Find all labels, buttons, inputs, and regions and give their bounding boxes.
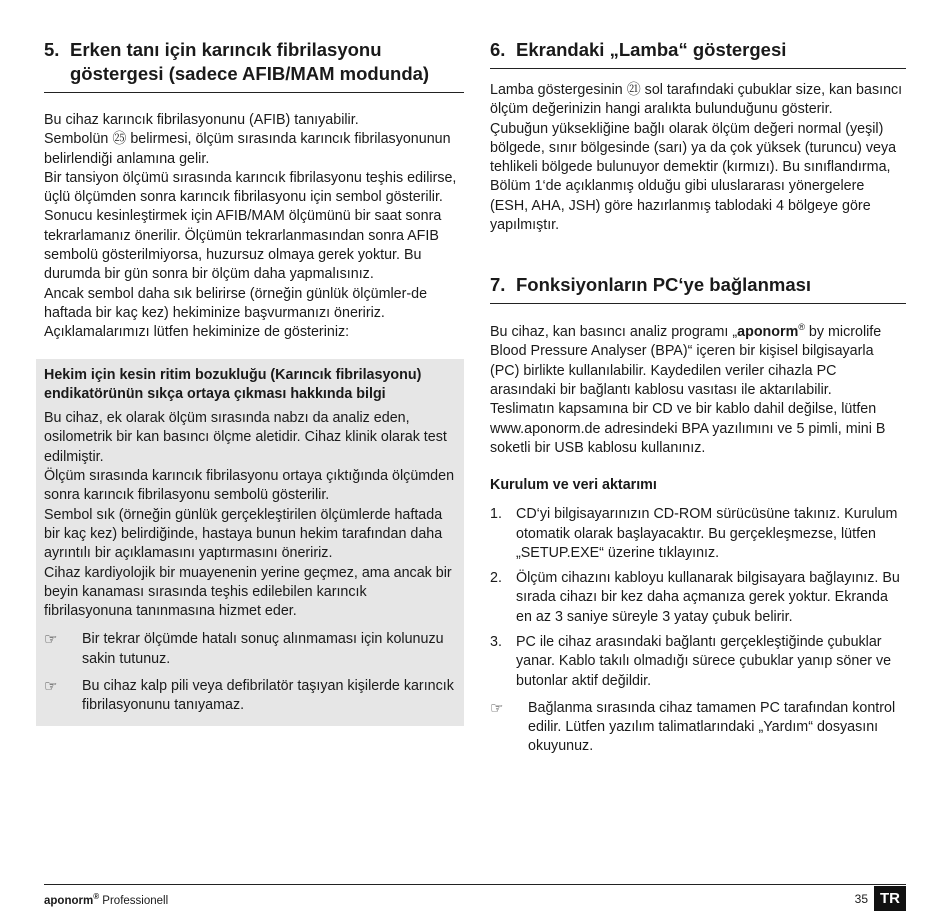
box-paragraph: Ölçüm sırasında karıncık fibrilasyonu ortaya çıktığında ölçümden sonra karıncık fibrilasyonu sembolü gösterilir. xyxy=(44,468,455,504)
paragraph: Bu cihaz karıncık fibrilasyonunu (AFIB) tanıyabilir. xyxy=(44,112,359,128)
box-paragraph: Bu cihaz, ek olarak ölçüm sırasında nabzı da analiz eden, osilometrik bir kan basıncı ölçme aletidir. Cihaz klinik olarak test edilmiştir. xyxy=(44,410,447,465)
language-badge: TR xyxy=(874,886,906,911)
box-paragraph: Cihaz kardiyolojik bir muayenenin yerine geçmez, ama ancak bir beyin kanaması sırasında teşhis edilebilen karıncık fibrilasyonuna tanınmasına hizmet eder. xyxy=(44,564,452,620)
page-footer xyxy=(44,884,906,913)
box-paragraph: Sembol sık (örneğin günlük gerçekleştirilen ölçümlerde haftada bir kaç kez) belirdiğinde, hastaya bunun hekim tarafından daha ayrıntılı bir açıklamasını yaptırmasını öneririz. xyxy=(44,506,443,562)
symbol-ref-21: ㉑ xyxy=(626,81,641,97)
subheading: Kurulum ve veri aktarımı xyxy=(490,477,657,494)
left-column xyxy=(44,38,464,726)
footer-brand: aponorm® Professionell xyxy=(44,892,169,907)
list-item: 3. PC ile cihaz arasındaki bağlantı gerçekleştiğinde çubuklar yanar. Kablo takılı olmadığı sürece çubuklar yanıp söner ve butonlar aktif değildir. xyxy=(490,634,892,689)
section-7-heading xyxy=(490,273,906,304)
paragraph: Lamba göstergesinin ㉑ sol tarafındaki çubuklar size, kan basıncı ölçüm değerinizin hangi aralıkta bulunduğunu gösterir. xyxy=(490,81,903,118)
brand-name: aponorm xyxy=(737,324,799,341)
section-number: 7. xyxy=(490,274,506,296)
steps-list xyxy=(490,505,906,691)
right-column xyxy=(490,38,906,757)
note-text: Bu cihaz kalp pili veya defibrilatör taşıyan kişilerde karıncık fibrilasyonunu tanıyamaz. xyxy=(82,678,454,714)
doctor-info-box xyxy=(36,359,464,726)
box-title: Hekim için kesin ritim bozukluğu (Karıncık fibrilasyonu) endikatörünün sıkça ortaya çıkması hakkında bilgi xyxy=(44,366,422,402)
page-number: 35 xyxy=(854,892,868,906)
pointing-hand-icon: ☞ xyxy=(490,699,504,717)
section-6-heading xyxy=(490,38,906,69)
section-5-heading xyxy=(44,38,464,93)
note-item xyxy=(44,677,456,716)
paragraph: Bir tansiyon ölçümü sırasında karıncık fibrilasyonu teşhis edilirse, üçlü ölçümden sonra karıncık fibrilasyonu için sembol gösterilir. xyxy=(44,169,457,206)
section-number: 6. xyxy=(490,39,506,60)
note-text: Bağlanma sırasında cihaz tamamen PC tarafından kontrol edilir. Lütfen yazılım talimatlarındaki „Yardım“ dosyasını okuyunuz. xyxy=(528,699,896,755)
paragraph: Sembolün ㉕ belirmesi, ölçüm sırasında karıncık fibrilasyonunun belirlendiği anlamına gelir. xyxy=(44,130,451,167)
note-item xyxy=(44,630,456,669)
paragraph: Teslimatın kapsamına bir CD ve bir kablo dahil değilse, lütfen www.aponorm.de adresindeki BPA yazılımını ve 5 pimli, mini B soketli bir USB kablosu kullanınız. xyxy=(490,401,886,456)
paragraph: Bu cihaz, kan basıncı analiz programı „aponorm® by microlife Blood Pressure Analyser (BPA)“ içeren bir kişisel bilgisayarla (PC) birlikte kullanılabilir. Kaydedilen veriler cihazla PC arasındaki bir bağlantı kablosu vasıtası ile aktarılabilir. xyxy=(490,322,882,399)
section-title: Erken tanı için karıncık fibrilasyonu göstergesi (sadece AFIB/MAM modunda) xyxy=(70,39,430,84)
list-item: 1. CD‘yi bilgisayarınızın CD-ROM sürücüsüne takınız. Kurulum otomatik olarak başlayacaktır. Bu gerçekleşmezse, lütfen „SETUP.EXE“ üzerine tıklayınız. xyxy=(490,506,898,561)
list-item: 2. Ölçüm cihazını kabloyu kullanarak bilgisayara bağlayınız. Bu sırada cihazı bir kez daha açmanıza gerek yoktur. Ekranda en az 3 saniye süreyle 3 yatay çubuk belirir. xyxy=(490,570,900,625)
section-number: 5. xyxy=(44,39,60,60)
section-title: Fonksiyonların PC‘ye bağlanması xyxy=(516,274,812,296)
paragraph: Çubuğun yüksekliğine bağlı olarak ölçüm değeri normal (yeşil) bölgede, sınır bölgesinde (sarı) ya da çok yüksek (turuncu) veya tehlikeli bölgede bulunuyor demektir (kırmızı). Bu sınıflandırma, Bölüm 1‘de açıklanmış olduğu gibi uluslararası yönergelere (ESH, AHA, JSH) göre hazırlanmış tablodaki 4 bölgeye göre yapılmıştır. xyxy=(490,120,897,234)
paragraph: Ancak sembol daha sık belirirse (örneğin günlük ölçümler-de haftada bir kaç kez) hekiminize başvurmanızı öneririz. Açıklamalarımızı lütfen hekiminize de gösteriniz: xyxy=(44,285,428,341)
section-title: Ekrandaki „Lamba“ göstergesi xyxy=(516,39,787,60)
paragraph: Sonucu kesinleştirmek için AFIB/MAM ölçümünü bir saat sonra tekrarlamanız önerilir. Ölçümün tekrarlanmasından sonra AFIB sembolü gösterilmiyorsa, huzursuz olmaya gerek yoktur. Bu durumda bir gün sonra bir ölçüm daha yapmalısınız. xyxy=(44,208,442,283)
pointing-hand-icon: ☞ xyxy=(44,678,58,696)
pointing-hand-icon: ☞ xyxy=(44,631,58,649)
note-text: Bir tekrar ölçümde hatalı sonuç alınmaması için kolunuzu sakin tutunuz. xyxy=(82,631,444,667)
note-item xyxy=(490,699,906,757)
symbol-ref-25: ㉕ xyxy=(112,130,127,147)
